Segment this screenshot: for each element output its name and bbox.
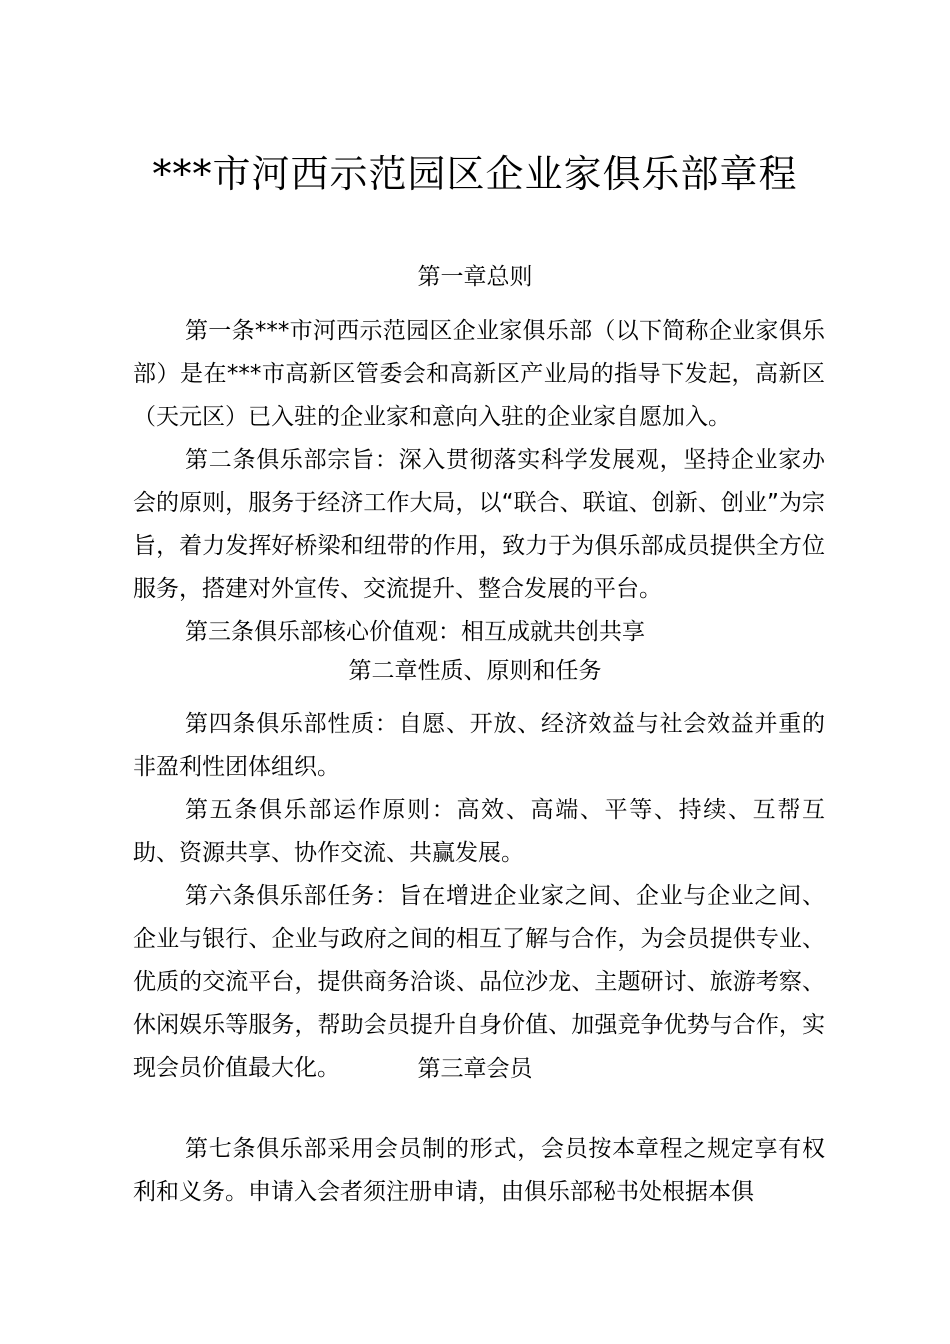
- article-3: 第三条俱乐部核心价值观：相互成就共创共享: [185, 619, 645, 645]
- article-1: 第一条***市河西示范园区企业家俱乐部（以下简称企业家俱乐部）是在***市高新区管委会和高新区产业局的指导下发起，高新区（天元区）已入驻的企业家和意向入驻的企业家自愿加入。: [133, 318, 825, 430]
- document-title: ***市河西示范园区企业家俱乐部章程: [152, 152, 798, 196]
- article-5: 第五条俱乐部运作原则：高效、高端、平等、持续、互帮互助、资源共享、协作交流、共赢发展。: [133, 797, 825, 866]
- chapter-heading-2: 第二章性质、原则和任务: [348, 658, 602, 684]
- chapter-heading-1: 第一章总则: [417, 264, 533, 290]
- article-6: 第六条俱乐部任务：旨在增进企业家之间、企业与企业之间、企业与银行、企业与政府之间的相互了解与合作，为会员提供专业、优质的交流平台，提供商务洽谈、品位沙龙、主题研讨、旅游考察、休闲娱乐等服务，帮助会员提升自身价值、加强竞争优势与合作，实现会员价值最大化。: [133, 883, 825, 1081]
- chapter-3-articles: [133, 1128, 825, 1214]
- chapter-2-articles: [133, 703, 825, 1090]
- chapter-heading-3: 第三章会员: [417, 1056, 533, 1082]
- article-4: 第四条俱乐部性质：自愿、开放、经济效益与社会效益并重的非盈利性团体组织。: [133, 711, 825, 780]
- article-2: 第二条俱乐部宗旨：深入贯彻落实科学发展观，坚持企业家办会的原则，服务于经济工作大局，以“联合、联谊、创新、创业”为宗旨，着力发挥好桥梁和纽带的作用，致力于为俱乐部成员提供全方位服务，搭建对外宣传、交流提升、整合发展的平台。: [133, 447, 825, 602]
- article-7: 第七条俱乐部采用会员制的形式，会员按本章程之规定享有权利和义务。申请入会者须注册申请，由俱乐部秘书处根据本俱: [133, 1136, 825, 1205]
- chapter-1-articles: [133, 310, 825, 654]
